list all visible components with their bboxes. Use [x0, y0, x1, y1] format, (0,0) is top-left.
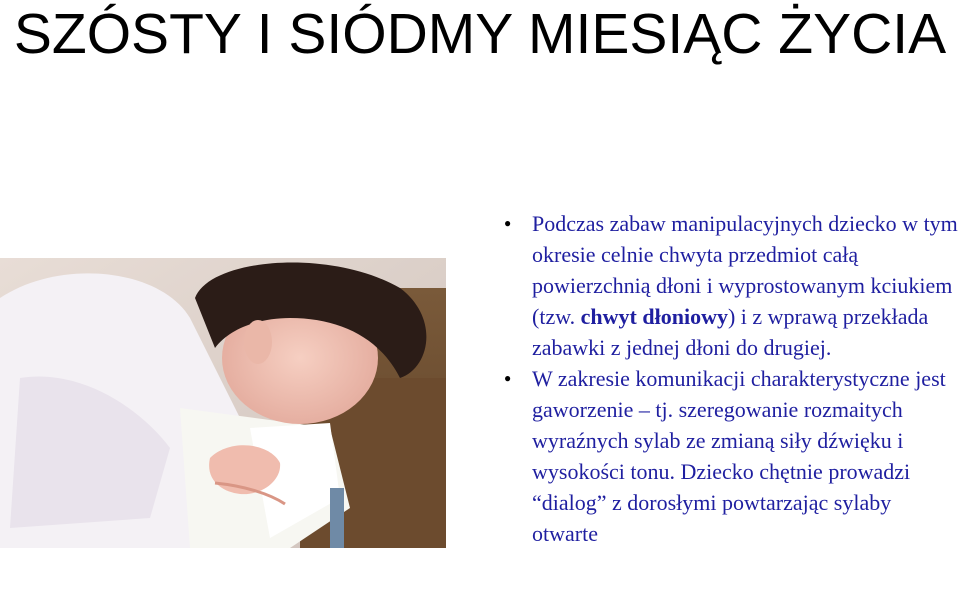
slide-title: SZÓSTY I SIÓDMY MIESIĄC ŻYCIA	[13, 2, 947, 66]
bullet-item	[496, 363, 958, 549]
bullet-text-part: ) i z wprawą przekłada zabawki z jednej dłoni do drugiej.	[532, 304, 929, 360]
bullet-list	[496, 208, 958, 549]
baby-photo	[0, 258, 446, 548]
bullet-icon: ●	[504, 371, 512, 385]
bullet-icon: ●	[504, 216, 512, 230]
bullet-text: W zakresie komunikacji charakterystyczne jest gaworzenie – tj. szeregowanie rozmaitych wyraźnych sylab ze zmianą siły dźwięku i wysokości tonu. Dziecko chętnie prowadzi “dialog” z dorosłymi powtarzając sylaby otwarte	[532, 366, 946, 546]
bullet-text	[532, 211, 958, 360]
bullet-bold-term: chwyt dłoniowy	[580, 304, 728, 329]
bullet-text-part: Podczas zabaw manipulacyjnych dziecko w tym okresie celnie chwyta przedmiot całą powierzchnią dłoni i wyprostowanym kciukiem (tzw.	[532, 211, 958, 329]
bullet-item	[496, 208, 958, 363]
